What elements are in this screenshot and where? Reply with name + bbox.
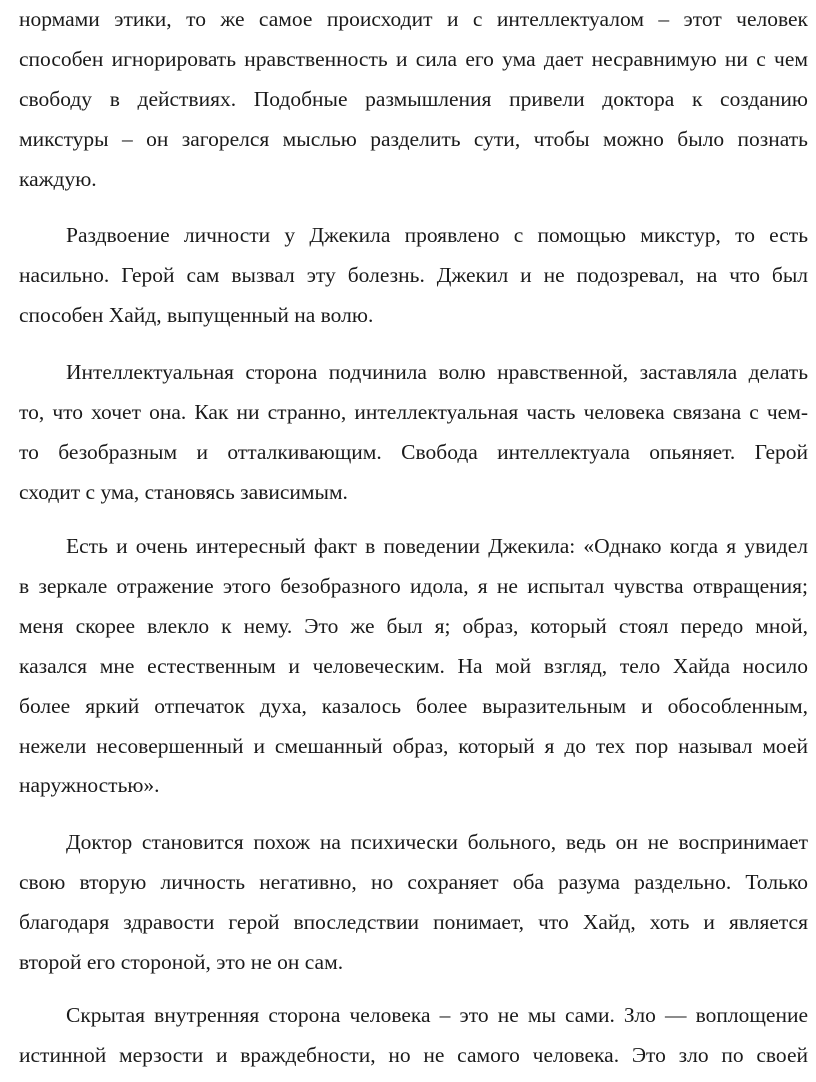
text-line: Доктор становится похож на психически больного, ведь он не воспринимает: [66, 830, 808, 854]
text-line: способен Хайд, выпущенный на волю.: [19, 302, 374, 327]
text-line: Есть и очень интересный факт в поведении Джекила: «Однако когда я увидел: [66, 534, 808, 558]
text-line: казался мне естественным и человеческим. На мой взгляд, тело Хайда носило: [19, 653, 808, 678]
text-line: истинной мерзости и враждебности, но не самого человека. Это зло по своей: [19, 1042, 808, 1067]
text-line: благодаря здравости герой впоследствии понимает, что Хайд, хоть и является: [19, 909, 808, 934]
text-line: нормами этики, то же самое происходит и с интеллектуалом – этот человек: [19, 7, 808, 31]
text-line: Скрытая внутренняя сторона человека – это не мы сами. Зло — воплощение: [66, 1003, 808, 1027]
text-line: каждую.: [19, 166, 97, 191]
paragraph-2: [19, 216, 808, 336]
text-line: Раздвоение личности у Джекила проявлено с помощью микстур, то есть: [66, 223, 808, 247]
paragraph-4: [19, 527, 808, 806]
text-line: микстуры – он загорелся мыслью разделить сути, чтобы можно было познать: [19, 126, 808, 151]
paragraph-5: [19, 823, 808, 983]
text-line: сходит с ума, становясь зависимым.: [19, 479, 348, 504]
text-line: Интеллектуальная сторона подчинила волю нравственной, заставляла делать: [66, 360, 808, 384]
text-line: в зеркале отражение этого безобразного идола, я не испытал чувства отвращения;: [19, 573, 808, 598]
paragraph-1: [19, 0, 808, 200]
text-line: свою вторую личность негативно, но сохраняет оба разума раздельно. Только: [19, 869, 808, 894]
text-line: нежели несовершенный и смешанный образ, который я до тех пор называл моей: [19, 733, 808, 758]
text-line: то, что хочет она. Как ни странно, интеллектуальная часть человека связана с чем-: [19, 399, 808, 424]
text-line: насильно. Герой сам вызвал эту болезнь. Джекил и не подозревал, на что был: [19, 262, 808, 287]
text-line: то безобразным и отталкивающим. Свобода интеллектуала опьяняет. Герой: [19, 439, 808, 464]
text-line: свободу в действиях. Подобные размышления привели доктора к созданию: [19, 86, 808, 111]
paragraph-6: [19, 996, 808, 1076]
text-line: способен игнорировать нравственность и сила его ума дает несравнимую ни с чем: [19, 46, 808, 71]
text-line: наружностью».: [19, 773, 160, 798]
text-line: более яркий отпечаток духа, казалось более выразительным и обособленным,: [19, 693, 808, 718]
text-line: меня скорее влекло к нему. Это же был я; образ, который стоял передо мной,: [19, 613, 808, 638]
text-line: второй его стороной, это не он сам.: [19, 949, 344, 974]
paragraph-3: [19, 353, 808, 513]
